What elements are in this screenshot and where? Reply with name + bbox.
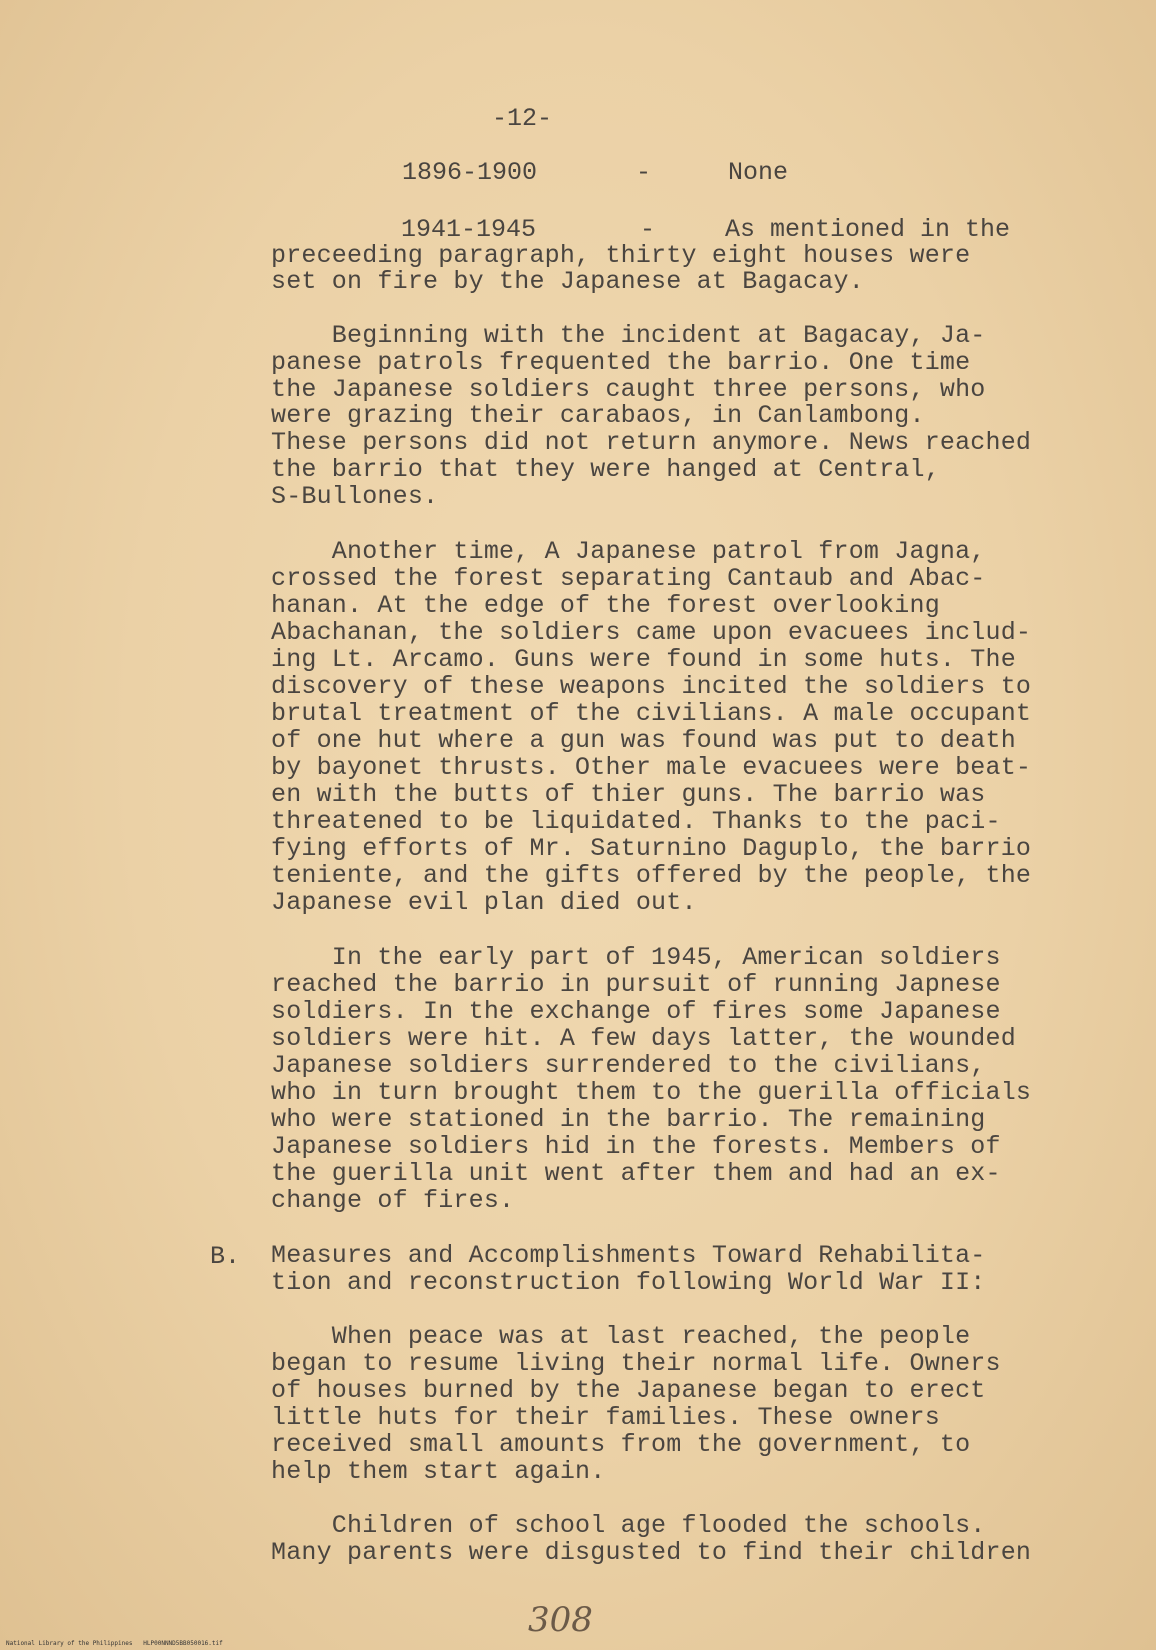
text-line: hanan. At the edge of the forest overlooking [271,591,940,620]
text-line: soldiers were hit. A few days latter, the wounded [271,1024,1016,1053]
text-line: Japanese evil plan died out. [271,888,697,917]
text-line: Many parents were disgusted to find their children [271,1538,1032,1567]
text-line: Another time, A Japanese patrol from Jagna, [271,537,986,566]
page-number: -12- [492,104,553,133]
period-2-text: As mentioned in the [725,215,1011,244]
text-line: In the early part of 1945, American soldiers [271,943,1001,972]
text-line: began to resume living their normal life. Owners [271,1349,1001,1378]
text-line: discovery of these weapons incited the soldiers to [271,672,1032,701]
text-line: When peace was at last reached, the people [271,1322,971,1351]
archive-footer: National Library of the Philippines HLP00NNND5BB050016.tif [6,1640,223,1647]
text-line: preceeding paragraph, thirty eight houses were [271,241,971,270]
text-line: brutal treatment of the civilians. A male occupant [271,699,1032,728]
text-line: panese patrols frequented the barrio. One time [271,348,971,377]
text-line: of houses burned by the Japanese began to erect [271,1376,986,1405]
period-1-text: None [728,158,789,187]
text-line: Children of school age flooded the schools. [271,1511,986,1540]
text-line: who in turn brought them to the guerilla officials [271,1078,1032,1107]
text-line: teniente, and the gifts offered by the people, the [271,861,1032,890]
text-line: Japanese soldiers hid in the forests. Members of [271,1132,1001,1161]
text-line: the barrio that they were hanged at Central, [271,455,940,484]
text-line: little huts for their families. These owners [271,1403,940,1432]
text-line: set on fire by the Japanese at Bagacay. [271,267,864,296]
text-line: en with the butts of thier guns. The barrio was [271,780,986,809]
text-line: who were stationed in the barrio. The remaining [271,1105,986,1134]
text-line: the guerilla unit went after them and had an ex- [271,1159,1001,1188]
text-line: Japanese soldiers surrendered to the civilians, [271,1051,986,1080]
section-heading-line: tion and reconstruction following World War II: [271,1268,986,1297]
text-line: help them start again. [271,1457,606,1486]
text-line: by bayonet thrusts. Other male evacuees were beat- [271,753,1032,782]
text-line: Abachanan, the soldiers came upon evacuees includ- [271,618,1032,647]
text-line: were grazing their carabaos, in Canlambong. [271,401,925,430]
text-line: received small amounts from the government, to [271,1430,971,1459]
text-line: soldiers. In the exchange of fires some Japanese [271,997,1001,1026]
section-heading-line: Measures and Accomplishments Toward Rehabilita- [271,1241,986,1270]
text-line: S-Bullones. [271,482,439,511]
period-1-dash: - [636,158,652,187]
text-line: Beginning with the incident at Bagacay, Ja- [271,321,986,350]
text-line: fying efforts of Mr. Saturnino Daguplo, the barrio [271,834,1032,863]
text-line: reached the barrio in pursuit of running Japnese [271,970,1001,999]
text-line: crossed the forest separating Cantaub and Abac- [271,564,986,593]
period-2-years: 1941-1945 [401,215,537,244]
text-line: ing Lt. Arcamo. Guns were found in some huts. The [271,645,1016,674]
text-line: of one hut where a gun was found was put to death [271,726,1016,755]
handwritten-page-number: 308 [528,1600,593,1640]
period-1-years: 1896-1900 [402,158,538,187]
text-line: the Japanese soldiers caught three persons, who [271,375,986,404]
period-2-dash: - [640,215,656,244]
text-line: These persons did not return anymore. News reached [271,428,1032,457]
section-marker: B. [210,1242,241,1271]
text-line: threatened to be liquidated. Thanks to the paci- [271,807,1001,836]
text-line: change of fires. [271,1186,515,1215]
